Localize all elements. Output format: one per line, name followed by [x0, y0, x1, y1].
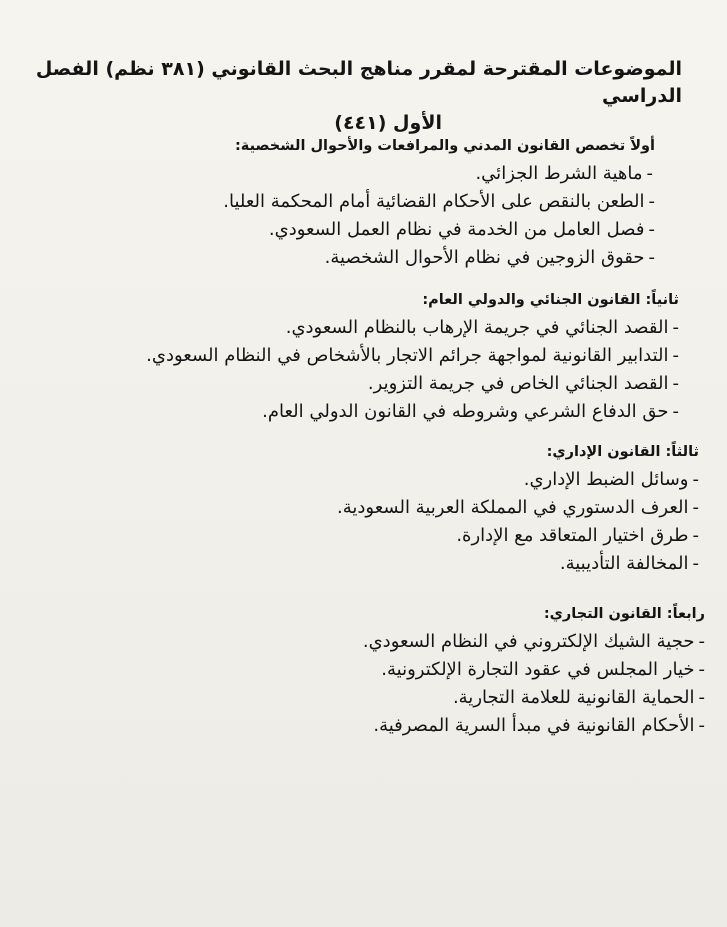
section-heading: ثانياً: القانون الجنائي والدولي العام:	[422, 292, 679, 308]
list-item: -المخالفة التأديبية.	[559, 553, 699, 574]
section-commercial-law	[0, 604, 705, 740]
list-item: -حق الدفاع الشرعي وشروطه في القانون الدولي العام.	[262, 401, 679, 422]
section-civil-law	[0, 136, 655, 272]
list-item: -ماهية الشرط الجزائي.	[475, 163, 653, 184]
list-item: -حقوق الزوجين في نظام الأحوال الشخصية.	[324, 247, 655, 268]
section-administrative-law	[0, 442, 699, 578]
section-heading: أولاً تخصص القانون المدني والمرافعات والأحوال الشخصية:	[235, 138, 655, 154]
topic-list	[0, 466, 699, 578]
topic-list	[0, 314, 679, 426]
list-item: -الحماية القانونية للعلامة التجارية.	[452, 687, 705, 708]
list-item: -التدابير القانونية لمواجهة جرائم الاتجار بالأشخاص في النظام السعودي.	[146, 345, 679, 366]
list-item: -القصد الجنائي في جريمة الإرهاب بالنظام السعودي.	[285, 317, 679, 338]
document-title	[30, 56, 682, 137]
list-item: -فصل العامل من الخدمة في نظام العمل السعودي.	[268, 219, 655, 240]
list-item: -الطعن بالنقص على الأحكام القضائية أمام المحكمة العليا.	[223, 191, 655, 212]
section-heading: رابعاً: القانون التجاري:	[543, 606, 705, 622]
list-item: -طرق اختيار المتعاقد مع الإدارة.	[456, 525, 699, 546]
topic-list	[0, 628, 705, 740]
list-item: -القصد الجنائي الخاص في جريمة التزوير.	[367, 373, 679, 394]
section-criminal-law	[0, 290, 679, 426]
list-item: -حجية الشيك الإلكتروني في النظام السعودي.	[362, 631, 705, 652]
section-heading: ثالثاً: القانون الإداري:	[546, 444, 699, 460]
topic-list	[0, 160, 655, 272]
list-item: -وسائل الضبط الإداري.	[523, 469, 699, 490]
list-item: -العرف الدستوري في المملكة العربية السعودية.	[337, 497, 699, 518]
title-line-2: الأول (٤٤١)	[334, 112, 442, 134]
list-item: -الأحكام القانونية في مبدأ السرية المصرفية.	[373, 715, 705, 736]
title-line-1: الموضوعات المقترحة لمقرر مناهج البحث القانوني (٣٨١ نظم) الفصل الدراسي	[35, 58, 682, 107]
list-item: -خيار المجلس في عقود التجارة الإلكترونية.	[381, 659, 705, 680]
